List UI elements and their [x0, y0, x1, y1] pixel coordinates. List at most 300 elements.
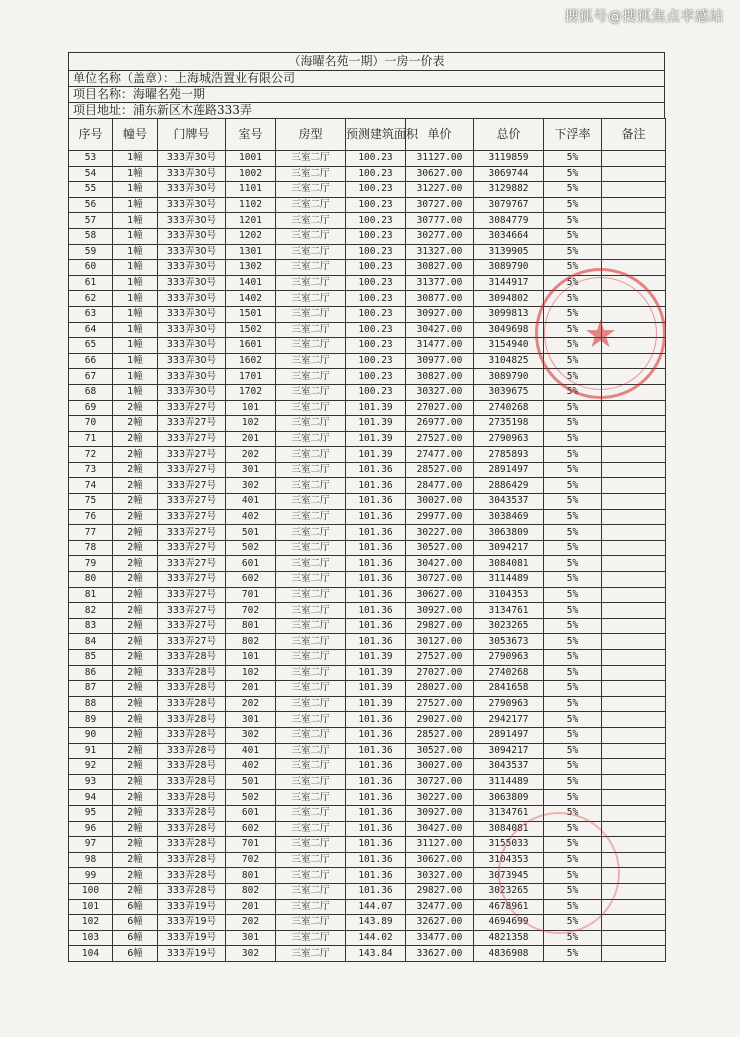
cell-room-number: 502	[226, 790, 276, 806]
cell-discount-rate: 5%	[544, 618, 602, 634]
cell-total-price: 2740268	[474, 400, 544, 416]
cell-layout: 三室二厅	[276, 883, 346, 899]
cell-building: 1幢	[113, 306, 158, 322]
cell-room-number: 301	[226, 462, 276, 478]
cell-layout: 三室二厅	[276, 618, 346, 634]
cell-area: 101.36	[346, 774, 406, 790]
cell-area: 100.23	[346, 151, 406, 167]
cell-layout: 三室二厅	[276, 634, 346, 650]
cell-room-number: 302	[226, 727, 276, 743]
cell-room-number: 102	[226, 416, 276, 432]
cell-building: 1幢	[113, 353, 158, 369]
cell-unit-price: 30877.00	[406, 291, 474, 307]
cell-door-number: 333弄19号	[158, 899, 226, 915]
cell-unit-price: 31127.00	[406, 837, 474, 853]
cell-door-number: 333弄28号	[158, 696, 226, 712]
cell-unit-price: 26977.00	[406, 416, 474, 432]
cell-total-price: 3094217	[474, 743, 544, 759]
cell-index: 100	[69, 883, 113, 899]
cell-area: 101.39	[346, 416, 406, 432]
cell-building: 2幢	[113, 743, 158, 759]
cell-door-number: 333弄30号	[158, 353, 226, 369]
cell-door-number: 333弄30号	[158, 306, 226, 322]
cell-room-number: 1401	[226, 275, 276, 291]
cell-total-price: 3038469	[474, 509, 544, 525]
cell-unit-price: 30427.00	[406, 322, 474, 338]
cell-total-price: 3099813	[474, 306, 544, 322]
cell-layout: 三室二厅	[276, 899, 346, 915]
cell-remark	[602, 712, 666, 728]
cell-remark	[602, 494, 666, 510]
cell-unit-price: 30627.00	[406, 587, 474, 603]
cell-building: 1幢	[113, 182, 158, 198]
cell-layout: 三室二厅	[276, 540, 346, 556]
cell-total-price: 2942177	[474, 712, 544, 728]
cell-door-number: 333弄28号	[158, 852, 226, 868]
cell-remark	[602, 166, 666, 182]
cell-remark	[602, 228, 666, 244]
cell-layout: 三室二厅	[276, 525, 346, 541]
cell-door-number: 333弄28号	[158, 665, 226, 681]
cell-remark	[602, 696, 666, 712]
cell-discount-rate: 5%	[544, 805, 602, 821]
project-address: 项目地址：浦东新区木莲路333弄	[68, 102, 665, 118]
cell-unit-price: 30727.00	[406, 774, 474, 790]
table-row	[69, 182, 666, 198]
cell-discount-rate: 5%	[544, 774, 602, 790]
cell-area: 100.23	[346, 353, 406, 369]
cell-room-number: 1402	[226, 291, 276, 307]
cell-room-number: 301	[226, 930, 276, 946]
cell-total-price: 3104825	[474, 353, 544, 369]
cell-total-price: 3023265	[474, 883, 544, 899]
cell-room-number: 702	[226, 603, 276, 619]
cell-building: 2幢	[113, 462, 158, 478]
cell-index: 63	[69, 306, 113, 322]
cell-room-number: 402	[226, 759, 276, 775]
cell-door-number: 333弄27号	[158, 556, 226, 572]
cell-remark	[602, 946, 666, 962]
cell-remark	[602, 805, 666, 821]
cell-room-number: 702	[226, 852, 276, 868]
cell-room-number: 101	[226, 400, 276, 416]
cell-room-number: 201	[226, 681, 276, 697]
cell-unit-price: 30977.00	[406, 353, 474, 369]
cell-remark	[602, 540, 666, 556]
cell-index: 83	[69, 618, 113, 634]
cell-room-number: 202	[226, 447, 276, 463]
cell-total-price: 3089790	[474, 260, 544, 276]
cell-layout: 三室二厅	[276, 338, 346, 354]
cell-unit-price: 30227.00	[406, 790, 474, 806]
cell-total-price: 3104353	[474, 852, 544, 868]
cell-building: 6幢	[113, 946, 158, 962]
cell-layout: 三室二厅	[276, 572, 346, 588]
cell-unit-price: 30027.00	[406, 494, 474, 510]
cell-discount-rate: 5%	[544, 416, 602, 432]
cell-index: 84	[69, 634, 113, 650]
star-icon: ★	[583, 311, 618, 356]
cell-unit-price: 27527.00	[406, 431, 474, 447]
cell-discount-rate: 5%	[544, 759, 602, 775]
cell-discount-rate: 5%	[544, 431, 602, 447]
cell-door-number: 333弄27号	[158, 587, 226, 603]
cell-index: 103	[69, 930, 113, 946]
cell-layout: 三室二厅	[276, 868, 346, 884]
document-title: （海曜名苑一期）一房一价表	[68, 52, 665, 70]
cell-area: 100.23	[346, 228, 406, 244]
cell-area: 100.23	[346, 275, 406, 291]
cell-index: 89	[69, 712, 113, 728]
cell-index: 82	[69, 603, 113, 619]
cell-area: 101.36	[346, 494, 406, 510]
header-unit-price: 单价	[406, 119, 474, 151]
cell-remark	[602, 447, 666, 463]
cell-room-number: 501	[226, 525, 276, 541]
table-row	[69, 665, 666, 681]
header-room-number: 室号	[226, 119, 276, 151]
cell-total-price: 4821358	[474, 930, 544, 946]
cell-index: 73	[69, 462, 113, 478]
cell-room-number: 1601	[226, 338, 276, 354]
cell-area: 101.36	[346, 805, 406, 821]
cell-building: 2幢	[113, 696, 158, 712]
cell-area: 101.36	[346, 509, 406, 525]
cell-layout: 三室二厅	[276, 665, 346, 681]
cell-total-price: 3084081	[474, 556, 544, 572]
cell-area: 100.23	[346, 244, 406, 260]
cell-unit-price: 33627.00	[406, 946, 474, 962]
cell-door-number: 333弄27号	[158, 462, 226, 478]
cell-layout: 三室二厅	[276, 166, 346, 182]
cell-total-price: 3094217	[474, 540, 544, 556]
cell-door-number: 333弄28号	[158, 774, 226, 790]
cell-layout: 三室二厅	[276, 837, 346, 853]
header-remark: 备注	[602, 119, 666, 151]
cell-unit-price: 28527.00	[406, 462, 474, 478]
cell-area: 144.02	[346, 930, 406, 946]
cell-layout: 三室二厅	[276, 416, 346, 432]
cell-area: 101.36	[346, 868, 406, 884]
header-area: 预测建筑面积	[346, 119, 406, 151]
cell-index: 74	[69, 478, 113, 494]
cell-door-number: 333弄30号	[158, 260, 226, 276]
cell-total-price: 3049698	[474, 322, 544, 338]
cell-unit-price: 31377.00	[406, 275, 474, 291]
cell-total-price: 3134761	[474, 805, 544, 821]
cell-area: 101.36	[346, 478, 406, 494]
table-row	[69, 634, 666, 650]
table-row	[69, 712, 666, 728]
cell-index: 88	[69, 696, 113, 712]
cell-layout: 三室二厅	[276, 509, 346, 525]
cell-room-number: 302	[226, 946, 276, 962]
cell-discount-rate: 5%	[544, 883, 602, 899]
cell-door-number: 333弄28号	[158, 681, 226, 697]
cell-room-number: 202	[226, 696, 276, 712]
cell-door-number: 333弄28号	[158, 712, 226, 728]
cell-building: 1幢	[113, 291, 158, 307]
cell-room-number: 1302	[226, 260, 276, 276]
cell-remark	[602, 650, 666, 666]
cell-remark	[602, 182, 666, 198]
cell-discount-rate: 5%	[544, 540, 602, 556]
cell-remark	[602, 151, 666, 167]
cell-discount-rate: 5%	[544, 946, 602, 962]
cell-building: 2幢	[113, 805, 158, 821]
cell-room-number: 401	[226, 494, 276, 510]
cell-remark	[602, 665, 666, 681]
cell-discount-rate: 5%	[544, 868, 602, 884]
cell-discount-rate: 5%	[544, 197, 602, 213]
cell-area: 101.36	[346, 556, 406, 572]
cell-layout: 三室二厅	[276, 306, 346, 322]
cell-index: 102	[69, 915, 113, 931]
cell-total-price: 3084081	[474, 821, 544, 837]
table-row	[69, 525, 666, 541]
cell-index: 68	[69, 384, 113, 400]
cell-unit-price: 30327.00	[406, 384, 474, 400]
cell-index: 76	[69, 509, 113, 525]
cell-remark	[602, 572, 666, 588]
cell-discount-rate: 5%	[544, 727, 602, 743]
cell-room-number: 1001	[226, 151, 276, 167]
cell-discount-rate: 5%	[544, 369, 602, 385]
cell-layout: 三室二厅	[276, 322, 346, 338]
cell-area: 100.23	[346, 182, 406, 198]
cell-door-number: 333弄30号	[158, 213, 226, 229]
cell-door-number: 333弄28号	[158, 868, 226, 884]
cell-discount-rate: 5%	[544, 462, 602, 478]
cell-total-price: 3119859	[474, 151, 544, 167]
cell-total-price: 2785893	[474, 447, 544, 463]
table-row	[69, 650, 666, 666]
cell-room-number: 1201	[226, 213, 276, 229]
cell-discount-rate: 5%	[544, 556, 602, 572]
cell-layout: 三室二厅	[276, 603, 346, 619]
cell-door-number: 333弄30号	[158, 384, 226, 400]
cell-discount-rate: 5%	[544, 260, 602, 276]
cell-building: 2幢	[113, 400, 158, 416]
cell-area: 100.23	[346, 322, 406, 338]
cell-room-number: 201	[226, 899, 276, 915]
cell-building: 2幢	[113, 650, 158, 666]
cell-building: 2幢	[113, 447, 158, 463]
cell-unit-price: 30327.00	[406, 868, 474, 884]
cell-building: 1幢	[113, 338, 158, 354]
cell-building: 2幢	[113, 416, 158, 432]
cell-total-price: 3053673	[474, 634, 544, 650]
cell-door-number: 333弄30号	[158, 322, 226, 338]
cell-total-price: 3104353	[474, 587, 544, 603]
cell-discount-rate: 5%	[544, 634, 602, 650]
cell-unit-price: 30427.00	[406, 821, 474, 837]
cell-building: 2幢	[113, 868, 158, 884]
cell-remark	[602, 727, 666, 743]
cell-remark	[602, 197, 666, 213]
cell-area: 100.23	[346, 260, 406, 276]
cell-building: 2幢	[113, 837, 158, 853]
cell-remark	[602, 915, 666, 931]
cell-door-number: 333弄28号	[158, 759, 226, 775]
cell-room-number: 1502	[226, 322, 276, 338]
cell-discount-rate: 5%	[544, 213, 602, 229]
cell-discount-rate: 5%	[544, 572, 602, 588]
cell-building: 2幢	[113, 852, 158, 868]
cell-door-number: 333弄27号	[158, 494, 226, 510]
cell-building: 2幢	[113, 727, 158, 743]
cell-layout: 三室二厅	[276, 462, 346, 478]
cell-unit-price: 30277.00	[406, 228, 474, 244]
cell-building: 6幢	[113, 930, 158, 946]
cell-area: 100.23	[346, 213, 406, 229]
cell-area: 101.36	[346, 540, 406, 556]
cell-layout: 三室二厅	[276, 930, 346, 946]
table-row	[69, 462, 666, 478]
cell-total-price: 2886429	[474, 478, 544, 494]
cell-unit-price: 33477.00	[406, 930, 474, 946]
cell-total-price: 3114489	[474, 572, 544, 588]
cell-unit-price: 28027.00	[406, 681, 474, 697]
cell-discount-rate: 5%	[544, 338, 602, 354]
cell-room-number: 601	[226, 556, 276, 572]
cell-room-number: 701	[226, 587, 276, 603]
cell-layout: 三室二厅	[276, 228, 346, 244]
cell-building: 1幢	[113, 369, 158, 385]
header-index: 序号	[69, 119, 113, 151]
cell-total-price: 3043537	[474, 494, 544, 510]
cell-unit-price: 29827.00	[406, 883, 474, 899]
cell-discount-rate: 5%	[544, 353, 602, 369]
cell-area: 100.23	[346, 384, 406, 400]
cell-area: 101.36	[346, 712, 406, 728]
table-row	[69, 447, 666, 463]
table-row	[69, 681, 666, 697]
header-total-price: 总价	[474, 119, 544, 151]
cell-room-number: 602	[226, 572, 276, 588]
cell-index: 62	[69, 291, 113, 307]
cell-door-number: 333弄30号	[158, 338, 226, 354]
cell-index: 55	[69, 182, 113, 198]
cell-area: 101.36	[346, 603, 406, 619]
cell-building: 2幢	[113, 587, 158, 603]
cell-door-number: 333弄28号	[158, 743, 226, 759]
cell-area: 100.23	[346, 306, 406, 322]
cell-layout: 三室二厅	[276, 821, 346, 837]
table-row	[69, 790, 666, 806]
cell-building: 2幢	[113, 540, 158, 556]
cell-unit-price: 30827.00	[406, 369, 474, 385]
cell-layout: 三室二厅	[276, 384, 346, 400]
cell-unit-price: 30927.00	[406, 306, 474, 322]
cell-unit-price: 30427.00	[406, 556, 474, 572]
cell-building: 2幢	[113, 883, 158, 899]
cell-unit-price: 30527.00	[406, 743, 474, 759]
cell-room-number: 1101	[226, 182, 276, 198]
table-row	[69, 228, 666, 244]
cell-building: 1幢	[113, 166, 158, 182]
cell-discount-rate: 5%	[544, 322, 602, 338]
table-row	[69, 400, 666, 416]
cell-building: 2幢	[113, 712, 158, 728]
cell-door-number: 333弄27号	[158, 603, 226, 619]
cell-index: 69	[69, 400, 113, 416]
cell-discount-rate: 5%	[544, 228, 602, 244]
cell-remark	[602, 509, 666, 525]
cell-total-price: 3069744	[474, 166, 544, 182]
unit-name: 单位名称（盖章）：上海城浩置业有限公司	[68, 70, 665, 86]
cell-index: 53	[69, 151, 113, 167]
cell-room-number: 601	[226, 805, 276, 821]
table-row	[69, 774, 666, 790]
cell-index: 93	[69, 774, 113, 790]
cell-area: 143.84	[346, 946, 406, 962]
cell-total-price: 2891497	[474, 727, 544, 743]
cell-building: 1幢	[113, 228, 158, 244]
cell-total-price: 3043537	[474, 759, 544, 775]
cell-building: 6幢	[113, 915, 158, 931]
cell-index: 104	[69, 946, 113, 962]
cell-area: 144.07	[346, 899, 406, 915]
table-row	[69, 197, 666, 213]
cell-building: 2幢	[113, 572, 158, 588]
cell-total-price: 3094802	[474, 291, 544, 307]
cell-room-number: 401	[226, 743, 276, 759]
cell-unit-price: 28477.00	[406, 478, 474, 494]
cell-room-number: 402	[226, 509, 276, 525]
cell-index: 86	[69, 665, 113, 681]
cell-total-price: 3023265	[474, 618, 544, 634]
cell-discount-rate: 5%	[544, 681, 602, 697]
cell-discount-rate: 5%	[544, 275, 602, 291]
cell-area: 101.36	[346, 852, 406, 868]
cell-unit-price: 30127.00	[406, 634, 474, 650]
cell-layout: 三室二厅	[276, 915, 346, 931]
table-row	[69, 540, 666, 556]
cell-index: 56	[69, 197, 113, 213]
cell-building: 1幢	[113, 197, 158, 213]
cell-discount-rate: 5%	[544, 306, 602, 322]
cell-index: 81	[69, 587, 113, 603]
cell-room-number: 1301	[226, 244, 276, 260]
cell-layout: 三室二厅	[276, 447, 346, 463]
cell-area: 101.36	[346, 525, 406, 541]
cell-unit-price: 30727.00	[406, 572, 474, 588]
cell-room-number: 801	[226, 868, 276, 884]
cell-discount-rate: 5%	[544, 930, 602, 946]
cell-discount-rate: 5%	[544, 821, 602, 837]
cell-area: 101.36	[346, 727, 406, 743]
cell-layout: 三室二厅	[276, 478, 346, 494]
cell-area: 101.39	[346, 665, 406, 681]
header-layout: 房型	[276, 119, 346, 151]
table-row	[69, 603, 666, 619]
cell-total-price: 3073945	[474, 868, 544, 884]
cell-door-number: 333弄30号	[158, 166, 226, 182]
cell-building: 2幢	[113, 478, 158, 494]
cell-room-number: 1702	[226, 384, 276, 400]
cell-discount-rate: 5%	[544, 603, 602, 619]
cell-building: 6幢	[113, 899, 158, 915]
cell-area: 143.89	[346, 915, 406, 931]
cell-discount-rate: 5%	[544, 899, 602, 915]
cell-door-number: 333弄30号	[158, 182, 226, 198]
cell-area: 101.36	[346, 883, 406, 899]
cell-door-number: 333弄30号	[158, 244, 226, 260]
cell-unit-price: 29977.00	[406, 509, 474, 525]
cell-area: 101.36	[346, 572, 406, 588]
cell-room-number: 201	[226, 431, 276, 447]
